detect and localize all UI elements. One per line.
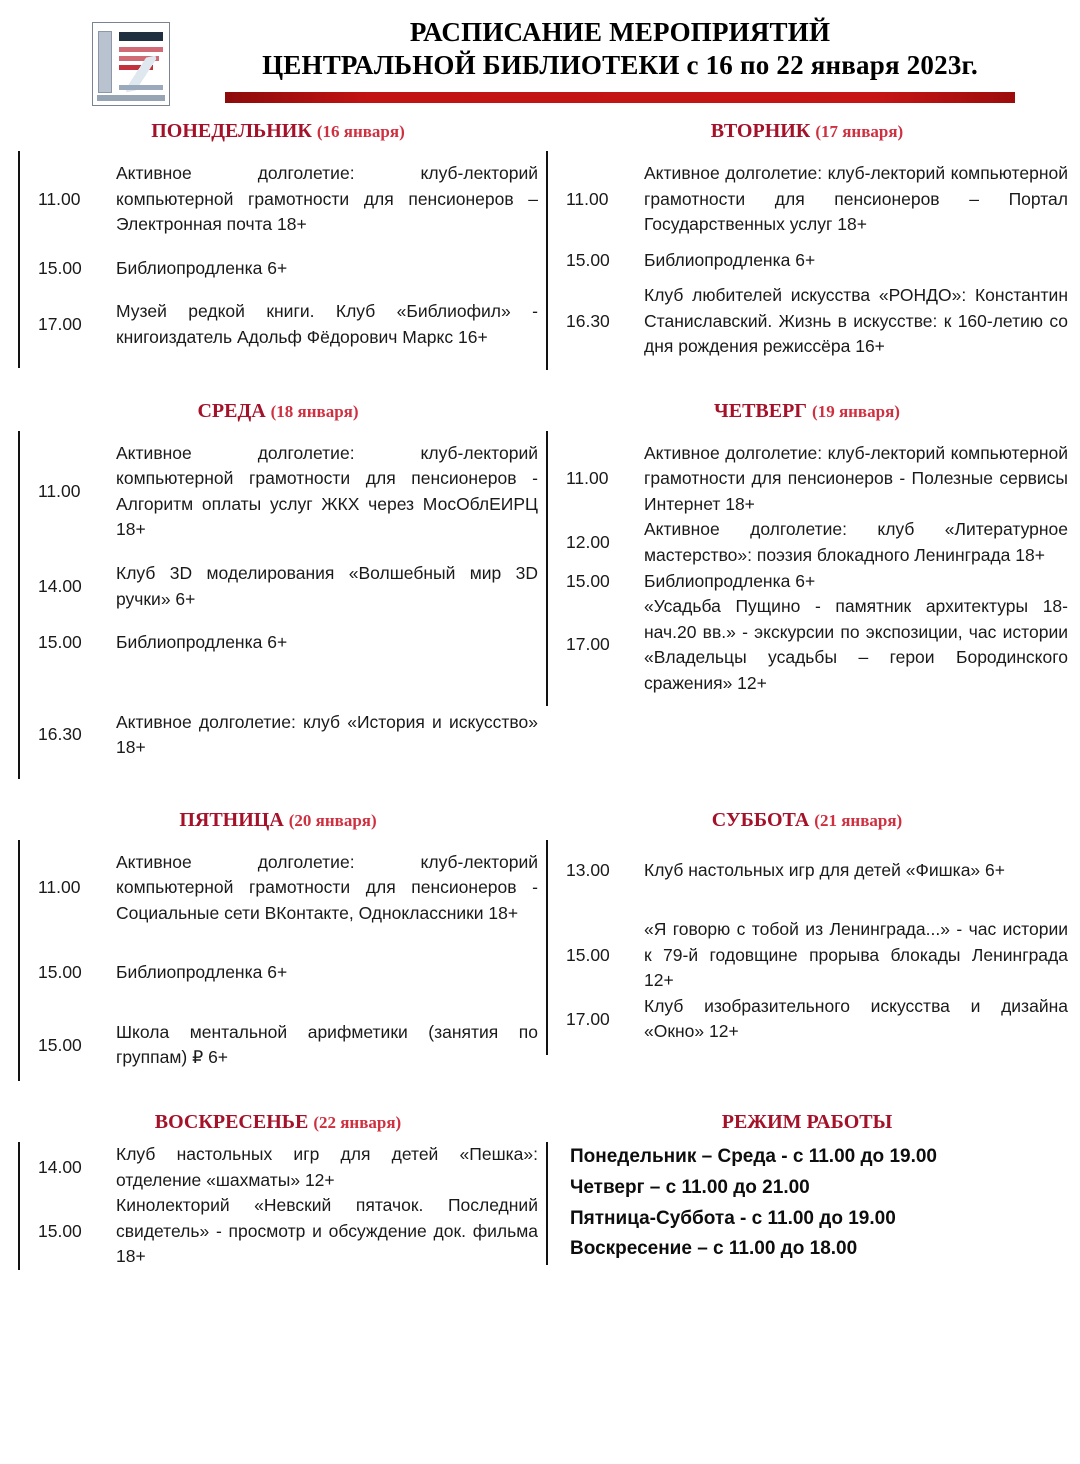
event-description: Клуб 3D моделирования «Волшебный мир 3D ручки» 6+ <box>116 563 538 609</box>
event-description: Библиопродленка 6+ <box>116 962 288 983</box>
event-row <box>30 1020 538 1071</box>
event-time: 15.00 <box>38 1034 82 1055</box>
event-row <box>558 283 1068 360</box>
page-header <box>0 0 1080 120</box>
day-heading-wednesday <box>18 400 538 431</box>
day-block-saturday <box>546 809 1076 1081</box>
event-time: 13.00 <box>566 859 610 880</box>
event-row <box>30 256 538 282</box>
working-hours-line: Пятница-Суббота - с 11.00 до 19.00 <box>570 1207 896 1229</box>
logo-base <box>97 95 165 101</box>
event-description: Активное долголетие: клуб-лекторий компьютерной грамотности для пенсионеров - Социальные сети ВКонтакте, Одноклассники 18+ <box>116 851 538 923</box>
event-list-thursday <box>546 431 1068 706</box>
event-list-monday <box>18 151 538 368</box>
event-row <box>30 1193 538 1270</box>
event-row <box>30 1142 538 1193</box>
event-time: 15.00 <box>38 632 82 653</box>
day-heading-monday <box>18 120 538 151</box>
event-row <box>558 594 1068 696</box>
day-date-friday: (20 января) <box>288 810 377 830</box>
logo-line-1 <box>119 47 163 52</box>
event-time: 14.00 <box>38 575 82 596</box>
day-date-saturday: (21 января) <box>814 810 903 830</box>
event-row <box>558 248 1068 274</box>
event-row <box>558 517 1068 568</box>
event-description: Библиопродленка 6+ <box>116 632 288 653</box>
event-row <box>558 569 1068 595</box>
event-description: Активное долголетие: клуб-лекторий компьютерной грамотности для пенсионеров - Полезные сервисы Интернет 18+ <box>644 442 1068 514</box>
day-block-thursday <box>546 400 1076 779</box>
event-row <box>30 710 538 761</box>
event-time: 17.00 <box>566 1008 610 1029</box>
section-gap-3 <box>0 1081 1080 1111</box>
logo-band <box>98 31 112 93</box>
event-row <box>558 441 1068 518</box>
event-time: 11.00 <box>38 481 81 502</box>
event-time: 11.00 <box>38 188 81 209</box>
logo-line-4 <box>119 85 163 90</box>
logo-masthead <box>119 32 163 41</box>
working-hours-block <box>546 1111 1076 1270</box>
day-name-friday: ПЯТНИЦА <box>179 808 284 831</box>
working-hours-line: Четверг – с 11.00 до 21.00 <box>570 1176 810 1198</box>
day-heading-sunday <box>18 1111 538 1142</box>
working-hours-list <box>546 1142 1068 1265</box>
working-hours-line: Воскресение – с 11.00 до 18.00 <box>570 1238 858 1260</box>
event-row <box>30 850 538 927</box>
event-time: 15.00 <box>38 257 82 278</box>
page-title <box>170 16 1062 103</box>
event-description: Библиопродленка 6+ <box>644 249 816 270</box>
day-date-sunday: (22 января) <box>313 1113 402 1133</box>
schedule-grid-row-4 <box>0 1111 1080 1270</box>
event-row <box>558 917 1068 994</box>
event-row <box>30 161 538 238</box>
event-list-wednesday <box>18 431 538 779</box>
page-title-line-2: ЦЕНТРАЛЬНОЙ БИБЛИОТЕКИ с 16 по 22 января 2023г. <box>262 49 978 80</box>
day-date-wednesday: (18 января) <box>270 401 359 421</box>
event-description: Музей редкой книги. Клуб «Библиофил» - книгоиздатель Адольф Фёдорович Маркс 16+ <box>116 301 538 347</box>
event-list-sunday <box>18 1142 538 1270</box>
event-time: 15.00 <box>38 1220 82 1241</box>
schedule-grid-row-3 <box>0 809 1080 1081</box>
event-row <box>558 858 1068 884</box>
event-time: 17.00 <box>38 313 82 334</box>
event-time: 14.00 <box>38 1156 82 1177</box>
day-block-sunday <box>18 1111 546 1270</box>
page-title-line-1: РАСПИСАНИЕ МЕРОПРИЯТИЙ <box>409 17 831 47</box>
event-row <box>30 960 538 986</box>
schedule-grid-row-2 <box>0 400 1080 779</box>
day-block-monday <box>18 120 546 370</box>
event-description: Активное долголетие: клуб-лекторий компьютерной грамотности для пенсионеров - Алгоритм оплаты услуг ЖКХ через МосОблЕИРЦ 18+ <box>116 442 538 540</box>
working-hours-title: РЕЖИМ РАБОТЫ <box>721 1111 893 1134</box>
section-gap-1 <box>0 370 1080 400</box>
day-heading-tuesday <box>546 120 1068 151</box>
event-list-saturday <box>546 840 1068 1055</box>
library-newspaper-logo-icon <box>92 22 170 106</box>
event-time: 11.00 <box>566 468 609 489</box>
event-time: 16.30 <box>566 310 610 331</box>
event-description: «Я говорю с тобой из Ленинграда...» - час истории к 79-й годовщине прорыва блокады Ленинграда 12+ <box>644 919 1068 991</box>
day-heading-thursday <box>546 400 1068 431</box>
day-name-monday: ПОНЕДЕЛЬНИК <box>151 120 312 142</box>
event-time: 11.00 <box>38 877 81 898</box>
event-list-friday <box>18 840 538 1081</box>
section-gap-2 <box>0 779 1080 809</box>
day-name-saturday: СУББОТА <box>711 808 810 831</box>
day-name-thursday: ЧЕТВЕРГ <box>714 399 808 422</box>
event-description: Клуб настольных игр для детей «Пешка»: отделение «шахматы» 12+ <box>116 1144 538 1190</box>
event-row <box>558 161 1068 238</box>
event-time: 16.30 <box>38 724 82 745</box>
day-block-friday <box>18 809 546 1081</box>
day-block-tuesday <box>546 120 1076 370</box>
event-time: 15.00 <box>566 249 610 270</box>
event-description: Активное долголетие: клуб-лекторий компьютерной грамотности для пенсионеров – Электронная почта 18+ <box>116 163 538 235</box>
event-time: 15.00 <box>566 944 610 965</box>
event-list-tuesday <box>546 151 1068 370</box>
day-name-tuesday: ВТОРНИК <box>710 120 811 142</box>
event-description: Активное долголетие: клуб «История и искусство» 18+ <box>116 711 538 758</box>
day-heading-saturday <box>546 809 1068 840</box>
title-divider-rule <box>225 92 1015 103</box>
working-hours-line: Понедельник – Среда - с 11.00 до 19.00 <box>570 1146 937 1168</box>
event-description: Клуб любителей искусства «РОНДО»: Константин Станиславский. Жизнь в искусстве: к 160-летию со дня рождения режиссёра 16+ <box>644 285 1068 357</box>
event-description: Библиопродленка 6+ <box>644 570 816 591</box>
event-description: Школа ментальной арифметики (занятия по группам) ₽ 6+ <box>116 1021 538 1068</box>
event-row <box>30 299 538 350</box>
day-name-wednesday: СРЕДА <box>197 399 266 422</box>
event-row <box>558 994 1068 1045</box>
event-description: «Усадьба Пущино - памятник архитектуры 18-нач.20 вв.» - экскурсии по экспозиции, час истории «Владельцы усадьбы – герои Бородинского сражения» 12+ <box>644 596 1068 693</box>
day-date-tuesday: (17 января) <box>815 122 904 141</box>
event-description: Кинолекторий «Невский пятачок. Последний свидетель» - просмотр и обсуждение док. фильма 18+ <box>116 1195 538 1267</box>
day-heading-friday <box>18 809 538 840</box>
day-date-monday: (16 января) <box>316 122 405 141</box>
event-description: Клуб изобразительного искусства и дизайна «Окно» 12+ <box>644 995 1068 1042</box>
event-description: Активное долголетие: клуб «Литературное мастерство»: поэзия блокадного Ленинграда 18+ <box>644 519 1068 566</box>
event-row <box>30 561 538 612</box>
event-time: 15.00 <box>38 962 82 983</box>
event-row <box>30 441 538 543</box>
schedule-grid <box>0 120 1080 370</box>
event-description: Клуб настольных игр для детей «Фишка» 6+ <box>644 859 1005 880</box>
event-row <box>30 630 538 656</box>
event-description: Библиопродленка 6+ <box>116 257 288 278</box>
day-block-wednesday <box>18 400 546 779</box>
event-time: 17.00 <box>566 634 610 655</box>
event-description: Активное долголетие: клуб-лекторий компьютерной грамотности для пенсионеров – Портал Государственных услуг 18+ <box>644 163 1068 235</box>
day-date-thursday: (19 января) <box>812 401 900 421</box>
event-time: 11.00 <box>566 188 609 209</box>
day-name-sunday: ВОСКРЕСЕНЬЕ <box>154 1111 309 1134</box>
event-time: 15.00 <box>566 570 610 591</box>
working-hours-heading <box>546 1111 1068 1142</box>
event-time: 12.00 <box>566 532 610 553</box>
